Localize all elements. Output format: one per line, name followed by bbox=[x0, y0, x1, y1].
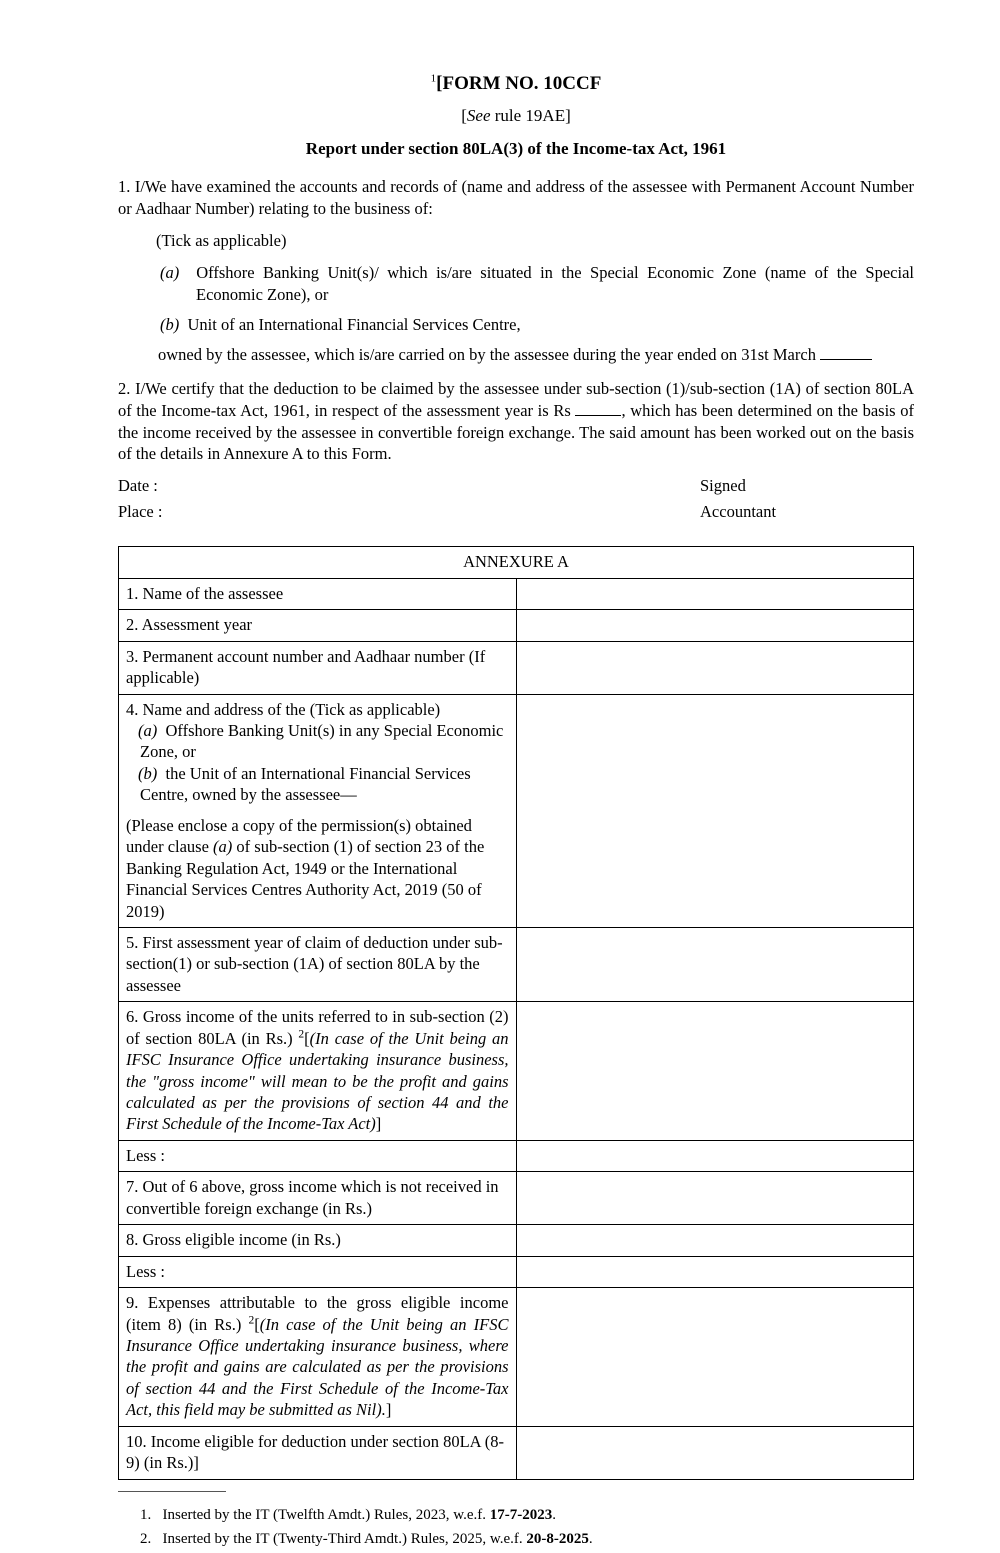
table-row bbox=[119, 641, 914, 694]
row-9-open-bracket: [ bbox=[254, 1314, 260, 1334]
row-9-close-bracket: ] bbox=[385, 1400, 392, 1420]
table-row bbox=[119, 1225, 914, 1256]
row-4-sub-a bbox=[126, 720, 509, 763]
form-title-superscript: 1 bbox=[430, 72, 437, 85]
row-4-sub-b-text: the Unit of an International Financial Services Centre, owned by the assessee— bbox=[140, 763, 471, 805]
place-label: Place : bbox=[118, 502, 163, 522]
row-3-label: 3. Permanent account number and Aadhaar number (If applicable) bbox=[119, 641, 517, 694]
row-9-footnote-marker: 2 bbox=[248, 1314, 255, 1327]
row-8-label: 8. Gross eligible income (in Rs.) bbox=[119, 1225, 517, 1256]
footnote-2-text: Inserted by the IT (Twenty-Third Amdt.) Rules, 2025, w.e.f. bbox=[162, 1531, 527, 1548]
row-4-sub-a-text: Offshore Banking Unit(s) in any Special Economic Zone, or bbox=[140, 721, 504, 762]
table-row bbox=[119, 927, 914, 1001]
row-6-italic-note: (In case of the Unit being an IFSC Insurance Office undertaking insurance business, the "gross income" will mean to be the profit and gains calculated as per the provisions of section 44 and the First Schedule of the Income-Tax Act) bbox=[126, 1028, 509, 1134]
row-4-value[interactable] bbox=[516, 694, 914, 927]
row-6-close-bracket: ] bbox=[375, 1114, 382, 1134]
rule-reference bbox=[118, 105, 914, 126]
tick-as-applicable-note: (Tick as applicable) bbox=[156, 230, 287, 250]
year-ended-blank[interactable] bbox=[820, 345, 872, 360]
table-row bbox=[119, 1140, 914, 1171]
table-row bbox=[119, 1426, 914, 1479]
table-row bbox=[119, 578, 914, 609]
row-1-label: 1. Name of the assessee bbox=[119, 578, 517, 609]
form-title bbox=[118, 72, 914, 96]
row-5-label: 5. First assessment year of claim of deduction under sub-section(1) or sub-section (1A) of section 80LA by the assessee bbox=[119, 927, 517, 1001]
row-10-label: 10. Income eligible for deduction under section 80LA (8-9) (in Rs.)] bbox=[119, 1426, 517, 1479]
clause-1-item-a-text: Offshore Banking Unit(s)/ which is/are situated in the Special Economic Zone (name of the Special Economic Zone), or bbox=[196, 262, 914, 304]
signature-row-date bbox=[118, 475, 914, 501]
clause-1-item-b bbox=[118, 314, 914, 336]
row-4-sub-b-marker: (b) bbox=[138, 763, 158, 783]
row-4-note bbox=[126, 815, 509, 922]
amount-blank[interactable] bbox=[575, 401, 621, 416]
row-2-label: 2. Assessment year bbox=[119, 610, 517, 641]
footnote-1 bbox=[118, 1504, 914, 1527]
clause-1-item-a-marker: (a) bbox=[160, 262, 180, 282]
clause-1-item-b-text: Unit of an International Financial Services Centre, bbox=[187, 314, 521, 334]
row-4-note-italic: (a) bbox=[213, 837, 233, 857]
clause-1-item-b-marker: (b) bbox=[160, 314, 180, 334]
form-title-text: [FORM NO. 10CCF bbox=[436, 73, 602, 94]
row-4-sub-a-marker: (a) bbox=[138, 721, 158, 741]
clause-1-intro: 1. I/We have examined the accounts and records of (name and address of the assessee with Permanent Account Number or Aadhaar Number) relating to the business of: bbox=[118, 177, 914, 219]
signature-row-place bbox=[118, 501, 914, 527]
footnote-2-period: . bbox=[588, 1531, 593, 1548]
rule-reference-rest: rule 19AE] bbox=[490, 105, 571, 125]
row-4-label-cell bbox=[119, 694, 517, 927]
row-6-label-pre: 6. Gross income of the units referred to in sub-section (2) of section 80LA (in Rs.) bbox=[126, 1007, 509, 1048]
date-label: Date : bbox=[118, 476, 158, 496]
clause-1-owned-line bbox=[118, 344, 914, 366]
row-6-label-cell bbox=[119, 1002, 517, 1141]
clause-2-part1: 2. I/We certify that the deduction to be claimed by the assessee under sub-section (1)/sub-section (1A) of section 80LA of the Income-tax Act, 1961, in respect of the assessment year is Rs bbox=[118, 378, 914, 420]
clause-1-item-a bbox=[118, 262, 914, 306]
row-7-value[interactable] bbox=[516, 1172, 914, 1225]
report-title: Report under section 80LA(3) of the Income-tax Act, 1961 bbox=[305, 139, 727, 158]
clause-2 bbox=[118, 378, 914, 466]
row-7-label: 7. Out of 6 above, gross income which is not received in convertible foreign exchange (in Rs.) bbox=[119, 1172, 517, 1225]
table-row bbox=[119, 1002, 914, 1141]
annexure-heading: ANNEXURE A bbox=[119, 547, 914, 578]
clause-1-owned-text: owned by the assessee, which is/are carried on by the assessee during the year ended on 31st March bbox=[158, 344, 816, 364]
table-row bbox=[119, 1288, 914, 1427]
clause-2-part2: , which has been determined on the basis of the income received by the assessee in convertible foreign exchange. The said amount has been worked out on the basis of the details in Annexure A to this Form. bbox=[118, 400, 914, 464]
row-10-value[interactable] bbox=[516, 1426, 914, 1479]
row-3-value[interactable] bbox=[516, 641, 914, 694]
annexure-heading-row bbox=[119, 547, 914, 578]
row-6-footnote-marker: 2 bbox=[298, 1028, 305, 1041]
table-row bbox=[119, 610, 914, 641]
row-6-value[interactable] bbox=[516, 1002, 914, 1141]
annexure-a-table bbox=[118, 546, 914, 1479]
row-4-sub-b bbox=[126, 763, 509, 806]
footnote-1-number: 1. bbox=[140, 1506, 152, 1523]
table-row bbox=[119, 1172, 914, 1225]
row-2-value[interactable] bbox=[516, 610, 914, 641]
table-row bbox=[119, 694, 914, 927]
footnote-2 bbox=[118, 1528, 914, 1551]
row-9-label-pre: 9. Expenses attributable to the gross eligible income (item 8) (in Rs.) bbox=[126, 1293, 509, 1334]
footnotes-section bbox=[118, 1491, 914, 1551]
footnote-1-text: Inserted by the IT (Twelfth Amdt.) Rules, 2023, w.e.f. bbox=[162, 1506, 490, 1523]
row-6-less-value[interactable] bbox=[516, 1140, 914, 1171]
row-6-open-bracket: [ bbox=[304, 1028, 310, 1048]
row-6-less-label: Less : bbox=[119, 1140, 517, 1171]
table-row bbox=[119, 1256, 914, 1287]
signed-label: Signed bbox=[700, 476, 746, 496]
row-9-value[interactable] bbox=[516, 1288, 914, 1427]
rule-reference-see: See bbox=[466, 105, 491, 125]
footnote-2-date: 20-8-2025 bbox=[526, 1531, 589, 1548]
footnote-1-date: 17-7-2023 bbox=[489, 1506, 553, 1523]
row-9-label-cell bbox=[119, 1288, 517, 1427]
row-5-value[interactable] bbox=[516, 927, 914, 1001]
row-1-value[interactable] bbox=[516, 578, 914, 609]
footnote-1-period: . bbox=[552, 1506, 556, 1523]
row-4-label: 4. Name and address of the (Tick as applicable) bbox=[126, 699, 441, 719]
row-9-italic-note: (In case of the Unit being an IFSC Insurance Office undertaking insurance business, where the profit and gains are calculated as per the provisions of section 44 and the First Schedule of the Income-Tax Act, this field may be submitted as Nil). bbox=[126, 1314, 509, 1420]
row-4-note-post: of sub-section (1) of section 23 of the Banking Regulation Act, 1949 or the International Financial Services Centres Authority Act, 2019 (50 of 2019) bbox=[126, 837, 485, 921]
rule-reference-open: [ bbox=[461, 105, 467, 125]
row-8-less-value[interactable] bbox=[516, 1256, 914, 1287]
footnote-2-number: 2. bbox=[140, 1531, 152, 1548]
accountant-label: Accountant bbox=[700, 502, 777, 522]
row-8-less-label: Less : bbox=[119, 1256, 517, 1287]
row-4-note-pre: (Please enclose a copy of the permission(s) obtained under clause bbox=[126, 815, 472, 857]
document-content bbox=[118, 72, 914, 1553]
row-8-value[interactable] bbox=[516, 1225, 914, 1256]
footnote-separator-rule bbox=[118, 1491, 226, 1492]
